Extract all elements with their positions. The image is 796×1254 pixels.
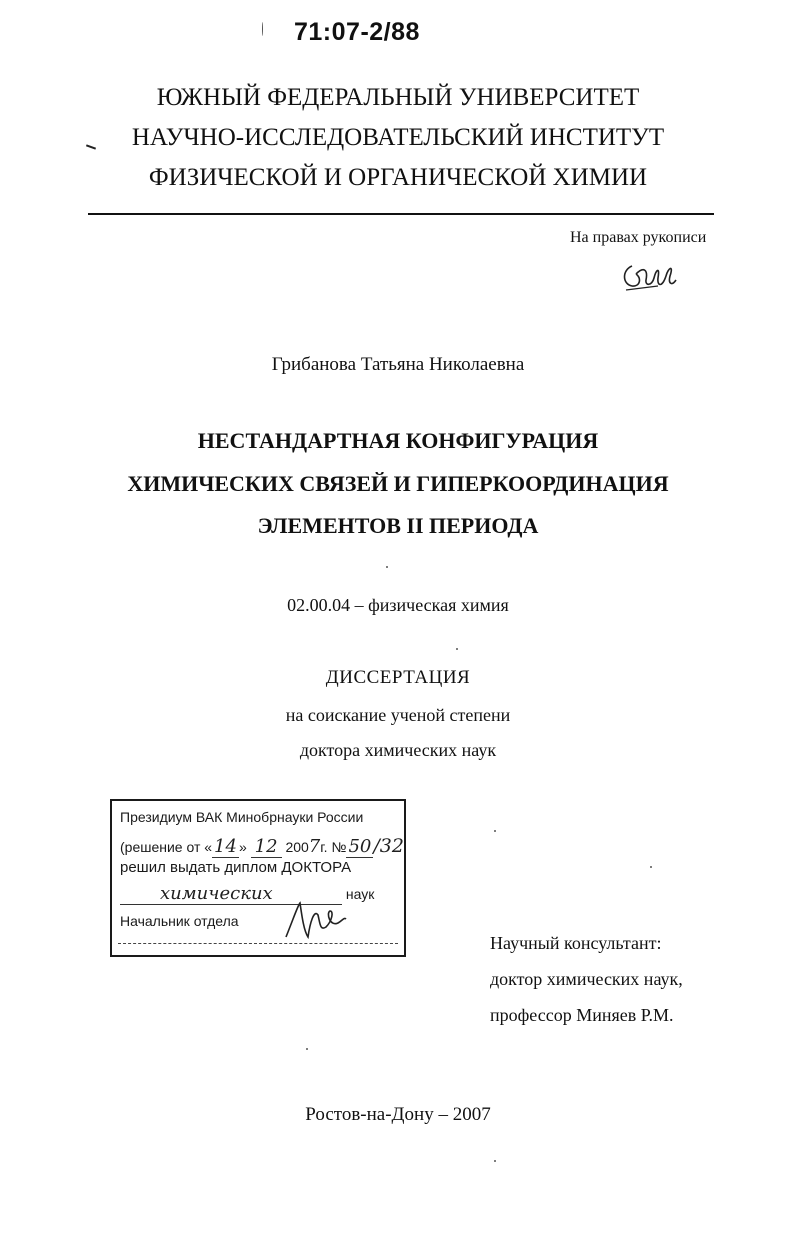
- stamp-bottom-rule: [118, 943, 398, 944]
- thesis-title-line-1: НЕСТАНДАРТНАЯ КОНФИГУРАЦИЯ: [197, 428, 599, 453]
- consultant-line-1: Научный консультант:: [490, 933, 662, 953]
- degree-line-2: доктора химических наук: [299, 740, 497, 760]
- vak-stamp: [110, 799, 406, 957]
- organization-line-1: ЮЖНЫЙ ФЕДЕРАЛЬНЫЙ УНИВЕРСИТЕТ: [156, 84, 640, 111]
- thesis-title-line-3: ЭЛЕМЕНТОВ II ПЕРИОДА: [257, 513, 539, 538]
- stamp-signature-icon: [280, 897, 360, 943]
- header-divider: [88, 213, 714, 215]
- decision-prefix: (решение от «: [120, 839, 213, 855]
- city-year: Ростов-на-Дону – 2007: [305, 1104, 491, 1125]
- scan-speck: [262, 22, 263, 36]
- field-suffix: наук: [345, 886, 375, 902]
- scan-speck: [456, 648, 458, 650]
- signature-icon: [618, 256, 680, 298]
- scan-speck: [386, 566, 388, 568]
- organization-line-2: НАУЧНО-ИССЛЕДОВАТЕЛЬСКИЙ ИНСТИТУТ: [131, 124, 665, 151]
- decision-year-digit: 7: [308, 836, 321, 857]
- degree-line-1: на соискание ученой степени: [285, 705, 511, 725]
- document-type: ДИССЕРТАЦИЯ: [325, 667, 471, 688]
- consultant-line-2: доктор химических наук,: [490, 969, 683, 989]
- decision-day-close: »: [238, 839, 247, 855]
- decision-number-suffix: /32: [373, 835, 404, 857]
- decision-number-prefix: г. №: [320, 839, 347, 855]
- field-handwritten: химических: [120, 883, 342, 905]
- vak-chief-line: Начальник отдела: [120, 913, 239, 929]
- scan-speck: [494, 830, 496, 832]
- thesis-title-line-2: ХИМИЧЕСКИХ СВЯЗЕЙ И ГИПЕРКООРДИНАЦИЯ: [127, 471, 669, 496]
- consultant-line-3: профессор Миняев Р.М.: [490, 1005, 674, 1025]
- specialty-code: 02.00.04 – физическая химия: [287, 595, 509, 615]
- decision-year-prefix: 200: [285, 839, 309, 855]
- rights-note: На правах рукописи: [570, 229, 707, 246]
- vak-diploma-line: решил выдать диплом ДОКТОРА: [120, 859, 352, 876]
- vak-stamp-header: Президиум ВАК Минобрнауки России: [120, 809, 364, 825]
- scan-speck: [650, 866, 652, 868]
- author-name: Грибанова Татьяна Николаевна: [271, 354, 525, 375]
- decision-day: 14: [214, 836, 237, 857]
- archive-number: 71:07-2/88: [294, 18, 420, 46]
- decision-month: 12: [251, 836, 282, 858]
- vak-decision-line: [120, 835, 404, 857]
- scientific-consultant: [490, 925, 683, 1033]
- organization-line-3: ФИЗИЧЕСКОЙ И ОРГАНИЧЕСКОЙ ХИМИИ: [148, 164, 648, 191]
- decision-number: 50: [348, 836, 372, 857]
- scan-speck: [494, 1160, 496, 1162]
- scan-speck: [306, 1048, 308, 1050]
